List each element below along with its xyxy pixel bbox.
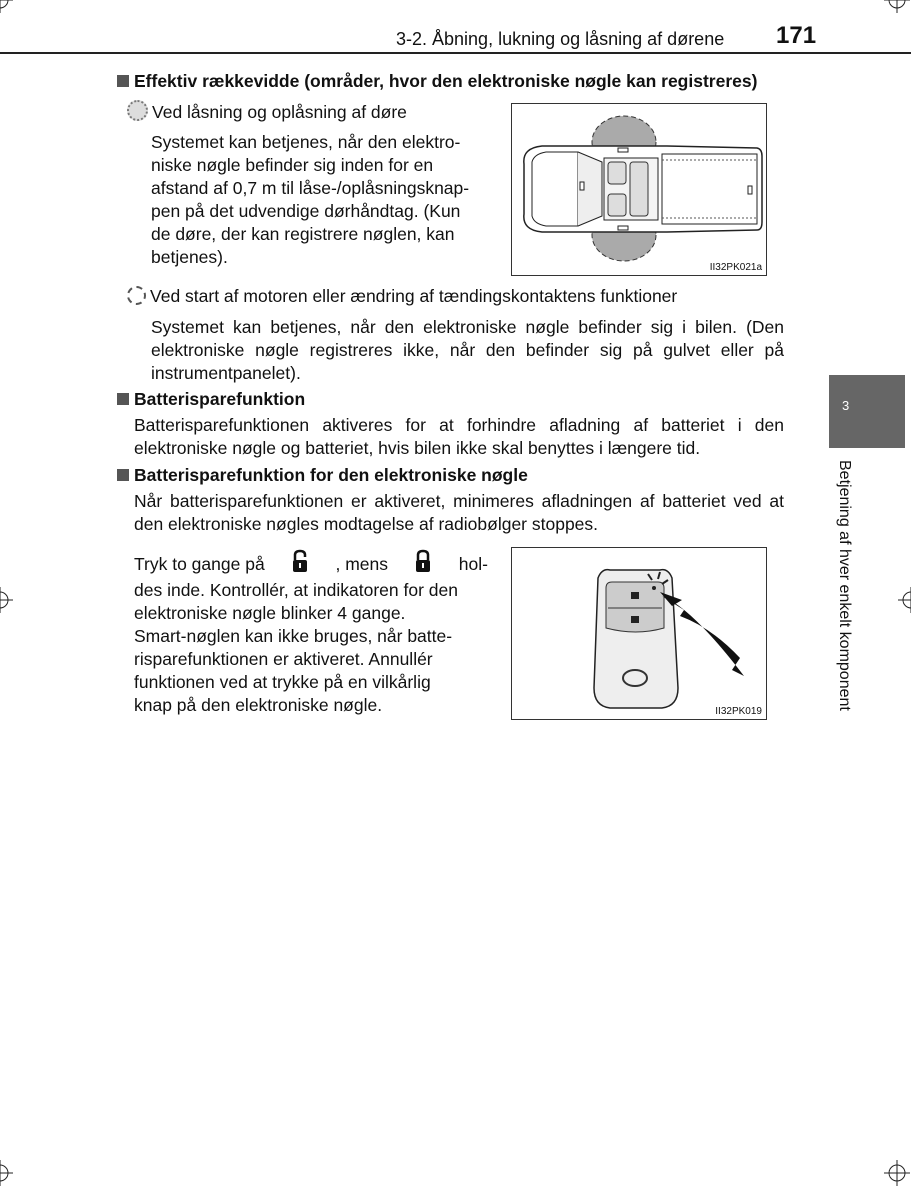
- figure-key-fob: [511, 547, 767, 720]
- registration-mark-icon: [0, 1160, 13, 1186]
- square-bullet-icon: [117, 75, 129, 87]
- subsection-engine-start: Ved start af motoren eller ændring af tændingskontaktens funktioner: [127, 286, 677, 307]
- lock-icon: [414, 549, 432, 579]
- lock-unlock-text: Systemet kan betjenes, når den elektro- niske nøgle befinder sig inden for en afstand af 0,7 m til låse-/oplåsningsknap- pen på det udvendige dørhåndtag. (Kun de døre, der kan registrere nøglen, kan betjenes).: [151, 132, 470, 267]
- square-bullet-icon: [117, 393, 129, 405]
- section-heading-effective-range: Effektiv rækkevidde (områder, hvor den elektroniske nøgle kan registreres): [117, 71, 757, 92]
- chapter-tab: [829, 375, 905, 448]
- battery-saver-text: Batterisparefunktionen aktiveres for at forhindre afladning af batteriet i den elektroniske nøgle og batteriet, hvis bilen ikke skal benyttes i længere tid.: [134, 415, 784, 458]
- chapter-tab-number: 3: [842, 398, 850, 413]
- square-bullet-icon: [117, 469, 129, 481]
- section-heading-battery-saver: Batterisparefunktion: [117, 389, 305, 410]
- instruction-text: Tryk to gange på , mens hol- des inde. Kontrollér, at indikatoren for den elektroniske nøgle blinker 4 gange. Smart-nøglen kan ikke bruges, når batte- risparefunktionen er aktiveret. Annullér funktionen ved at trykke på en vilkårlig knap på den elektroniske nøgle.: [134, 549, 488, 717]
- engine-start-text: Systemet kan betjenes, når den elektroniske nøgle befinder sig i bilen. (Den elektroniske nøgle registreres ikke, når den befinder sig på gulvet eller på instrumentpanelet).: [151, 317, 784, 383]
- header-rule: [0, 52, 911, 54]
- figure-code: II32PK019: [715, 706, 762, 717]
- unlock-icon: [291, 549, 309, 579]
- page-number: 171: [776, 22, 817, 49]
- dashed-circle-icon: [127, 286, 146, 305]
- car-top-view-illustration: [512, 104, 766, 275]
- subsection-lock-unlock: Ved låsning og oplåsning af døre: [127, 100, 407, 123]
- figure-code: II32PK021a: [709, 262, 762, 273]
- key-battery-saver-text: Når batterisparefunktionen er aktiveret, minimeres afladningen af batteriet ved at den elektroniske nøgles modtagelse af radiobølger stoppes.: [134, 491, 784, 534]
- registration-mark-icon: [0, 0, 13, 13]
- key-fob-illustration: [512, 548, 766, 719]
- figure-car-range: [511, 103, 767, 276]
- chapter-title: 3-2. Åbning, lukning og låsning af dørene: [396, 29, 725, 49]
- registration-mark-icon: [0, 587, 13, 613]
- dotted-circle-icon: [127, 100, 148, 121]
- registration-mark-icon: [884, 1160, 910, 1186]
- registration-mark-icon: [898, 587, 911, 613]
- registration-mark-icon: [884, 0, 910, 13]
- section-heading-key-battery-saver: Batterisparefunktion for den elektroniske nøgle: [117, 465, 528, 486]
- chapter-tab-label: Betjening af hver enkelt komponent: [836, 460, 853, 711]
